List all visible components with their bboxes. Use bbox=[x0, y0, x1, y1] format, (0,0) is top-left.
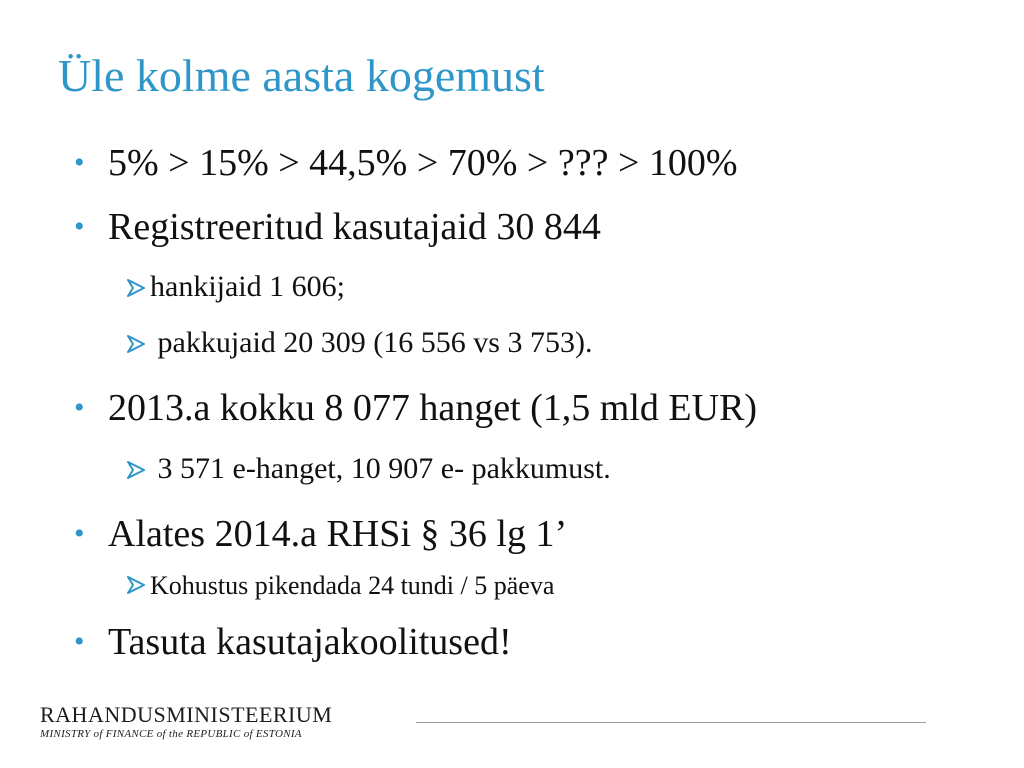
sub-bullet-text: hankijaid 1 606; bbox=[150, 270, 345, 303]
bullet-text: Alates 2014.a RHSi § 36 lg 1’ bbox=[108, 513, 568, 555]
sub-bullet-item-2 bbox=[126, 325, 592, 361]
sub-bullet-item-1 bbox=[126, 269, 345, 305]
logo-subtitle: MINISTRY of FINANCE of the REPUBLIC of ESTONIA bbox=[40, 728, 302, 740]
arrow-bullet-icon bbox=[126, 269, 146, 297]
bullet-dot-icon: • bbox=[74, 391, 85, 424]
bullet-text: Tasuta kasutajakoolitused! bbox=[108, 621, 512, 663]
bullet-item-2 bbox=[74, 205, 601, 249]
sub-bullet-text: pakkujaid 20 309 (16 556 vs 3 753). bbox=[150, 326, 593, 359]
sub-bullet-text: 3 571 e-hanget, 10 907 e- pakkumust. bbox=[150, 452, 611, 485]
bullet-text: 5% > 15% > 44,5% > 70% > ??? > 100% bbox=[108, 142, 738, 184]
arrow-bullet-icon bbox=[126, 568, 146, 594]
bullet-item-3 bbox=[74, 386, 757, 430]
bullet-dot-icon: • bbox=[74, 517, 85, 550]
arrow-bullet-icon bbox=[126, 451, 146, 479]
sub-bullet-item-3 bbox=[126, 451, 611, 487]
arrow-bullet-icon bbox=[126, 325, 146, 353]
footer-divider bbox=[416, 722, 926, 723]
ministry-logo bbox=[40, 703, 400, 741]
logo-wordmark: RAHANDUSMINISTEERIUM bbox=[40, 702, 333, 727]
bullet-item-1 bbox=[74, 141, 738, 185]
bullet-dot-icon: • bbox=[74, 210, 85, 243]
bullet-item-5 bbox=[74, 620, 512, 664]
bullet-text: Registreeritud kasutajaid 30 844 bbox=[108, 206, 601, 248]
bullet-item-4 bbox=[74, 512, 567, 556]
sub-bullet-item-4 bbox=[126, 568, 554, 604]
sub-bullet-text: Kohustus pikendada 24 tundi / 5 päeva bbox=[150, 571, 555, 600]
bullet-dot-icon: • bbox=[74, 146, 85, 179]
bullet-text: 2013.a kokku 8 077 hanget (1,5 mld EUR) bbox=[108, 387, 758, 429]
bullet-dot-icon: • bbox=[74, 625, 85, 658]
slide-title: Üle kolme aasta kogemust bbox=[58, 50, 545, 101]
